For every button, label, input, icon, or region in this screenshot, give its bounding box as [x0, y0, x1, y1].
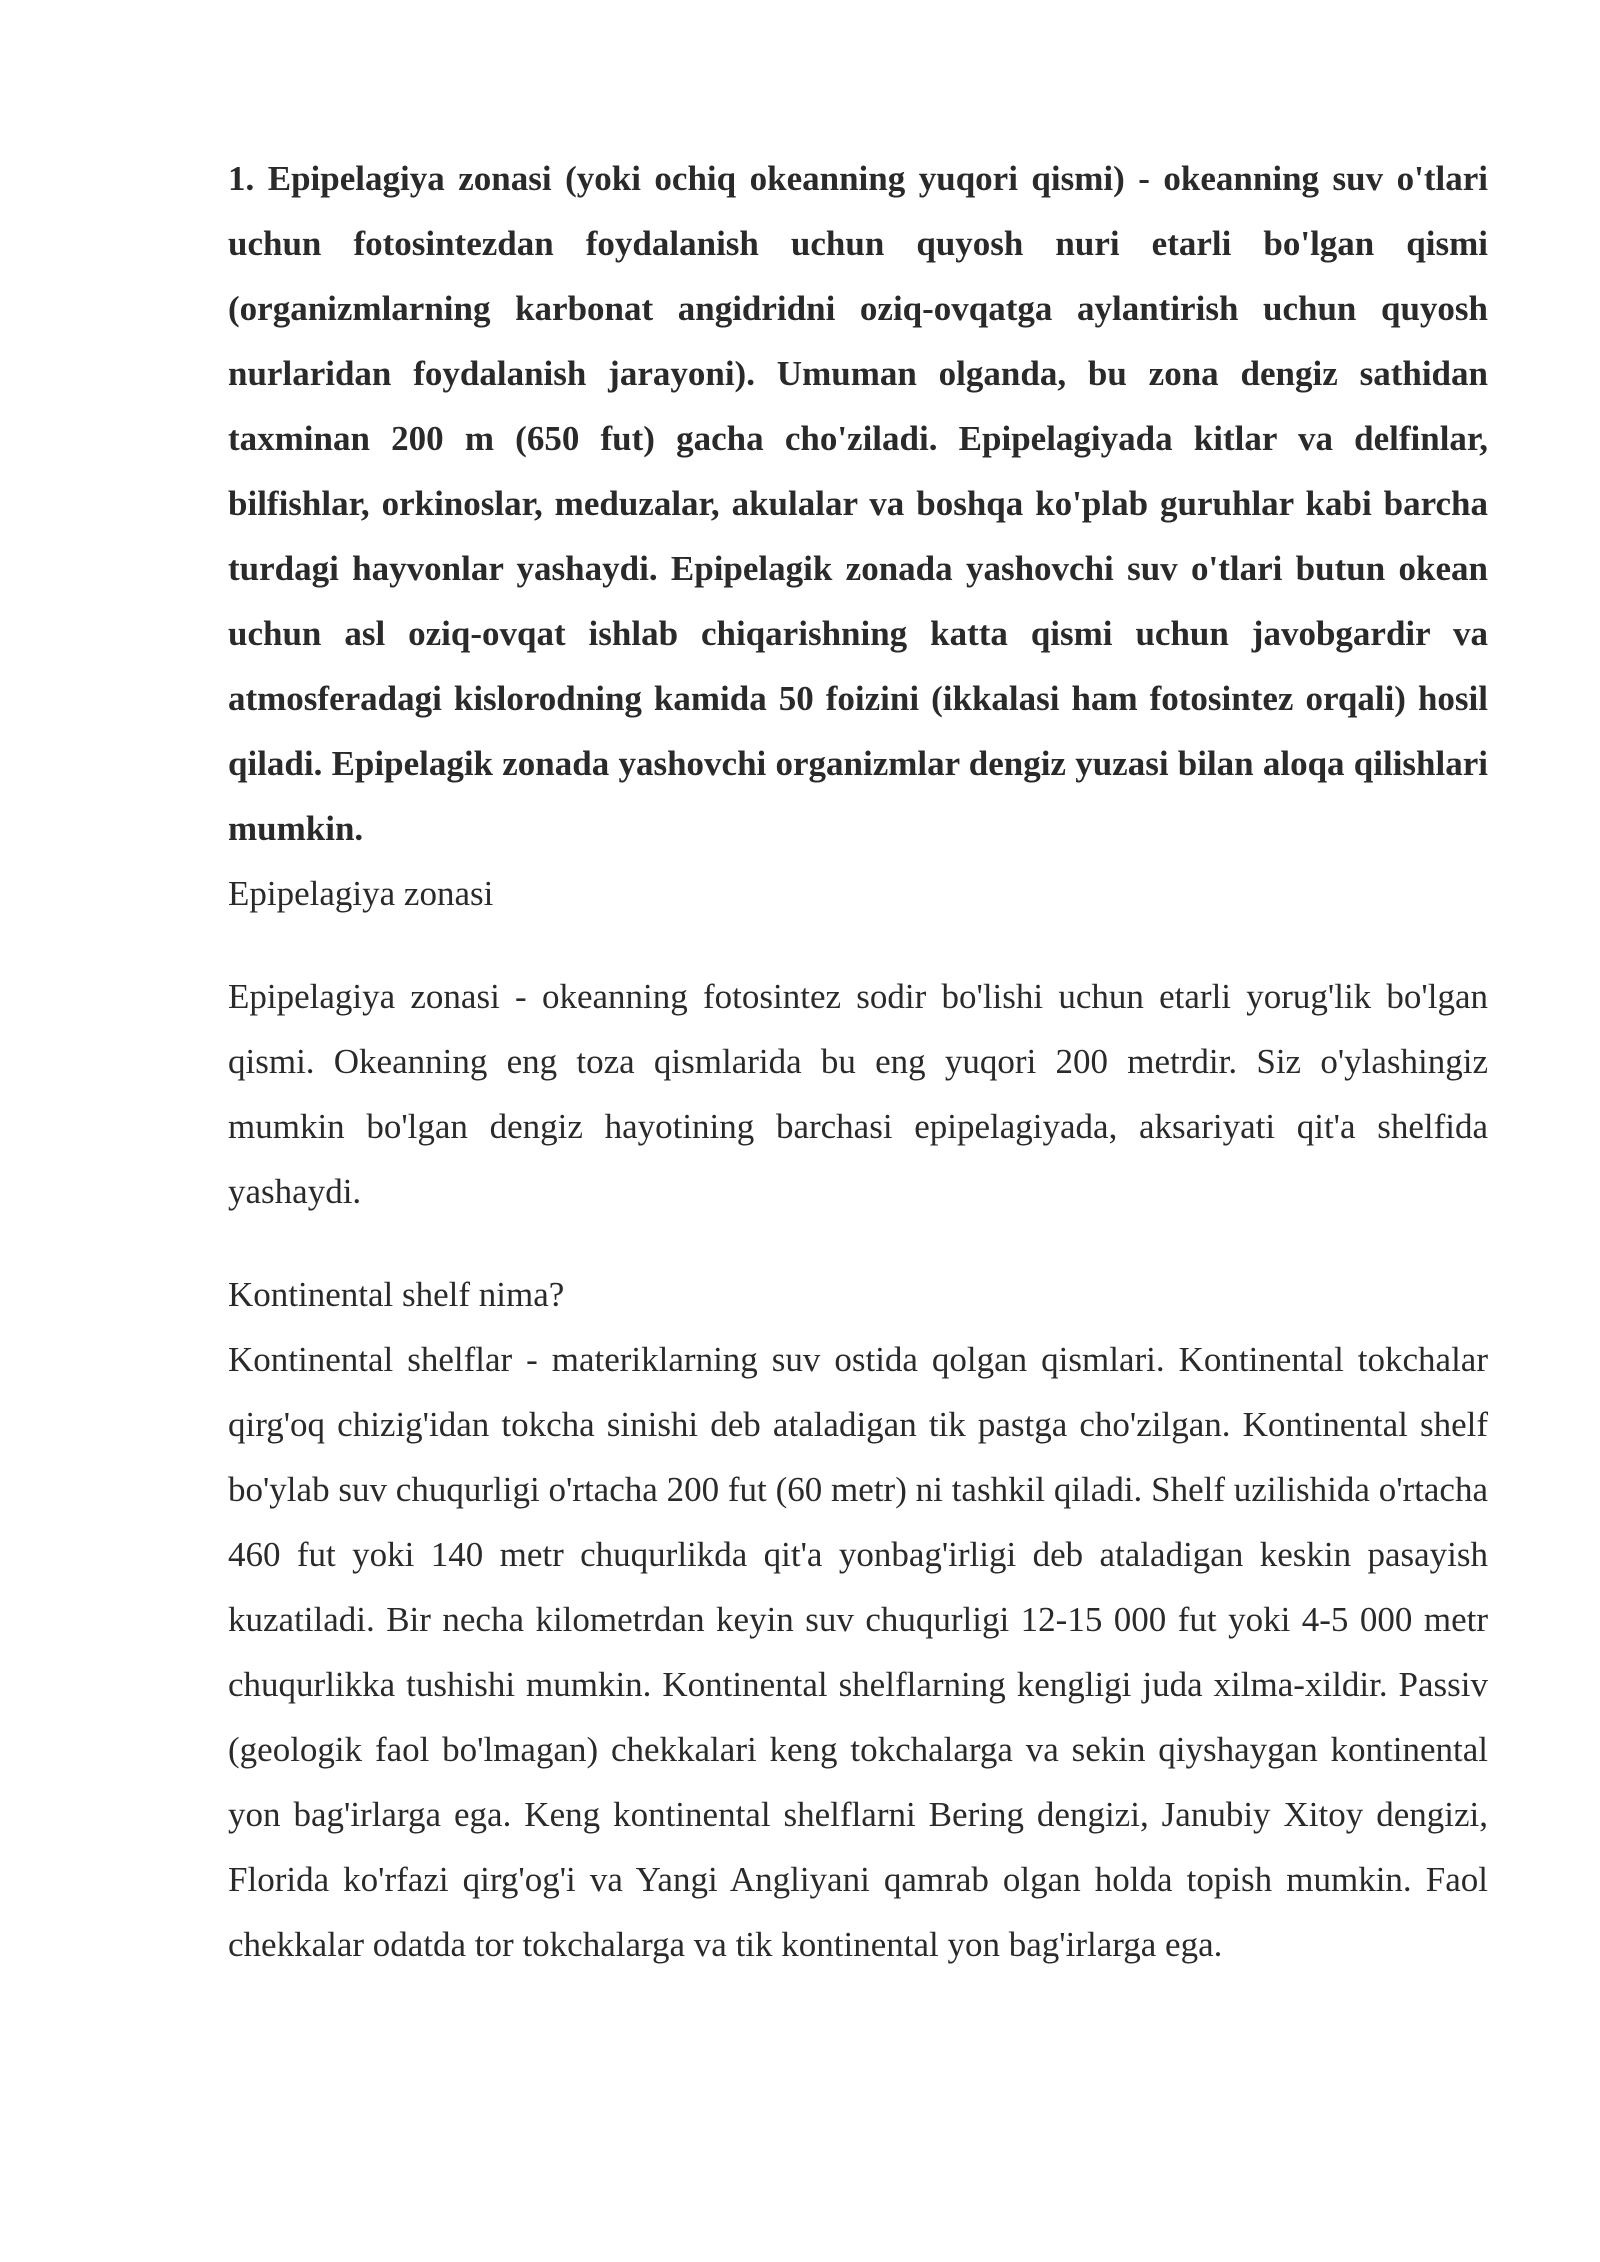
- paragraph-epipelagic-intro: 1. Epipelagiya zonasi (yoki ochiq okeanning yuqori qismi) - okeanning suv o'tlari uchun fotosintezdan foydalanish uchun quyosh nuri etarli bo'lgan qismi (organizmlarning karbonat angidridni oziq-ovqatga aylantirish uchun quyosh nurlaridan foydalanish jarayoni). Umuman olganda, bu zona dengiz sathidan taxminan 200 m (650 fut) gacha cho'ziladi. Epipelagiyada kitlar va delfinlar, bilfishlar, orkinoslar, meduzalar, akulalar va boshqa ko'plab guruhlar kabi barcha turdagi hayvonlar yashaydi. Epipelagik zonada yashovchi suv o'tlari butun okean uchun asl oziq-ovqat ishlab chiqarishning katta qismi uchun javobgardir va atmosferadagi kislorodning kamida 50 foizini (ikkalasi ham fotosintez orqali) hosil qiladi. Epipelagik zonada yashovchi organizmlar dengiz yuzasi bilan aloqa qilishlari mumkin.: [228, 159, 1488, 848]
- paragraph-continental-shelf: Kontinental shelflar - materiklarning suv ostida qolgan qismlari. Kontinental tokchalar qirg'oq chizig'idan tokcha sinishi deb ataladigan tik pastga cho'zilgan. Kontinental shelf bo'ylab suv chuqurligi o'rtacha 200 fut (60 metr) ni tashkil qiladi. Shelf uzilishida o'rtacha 460 fut yoki 140 metr chuqurlikda qit'a yonbag'irligi deb ataladigan keskin pasayish kuzatiladi. Bir necha kilometrdan keyin suv chuqurligi 12-15 000 fut yoki 4-5 000 metr chuqurlikka tushishi mumkin. Kontinental shelflarning kengligi juda xilma-xildir. Passiv (geologik faol bo'lmagan) chekkalari keng tokchalarga va sekin qiyshaygan kontinental yon bag'irlarga ega. Keng kontinental shelflarni Bering dengizi, Janubiy Xitoy dengizi, Florida ko'rfazi qirg'og'i va Yangi Angliyani qamrab olgan holda topish mumkin. Faol chekkalar odatda tor tokchalarga va tik kontinental yon bag'irlarga ega.: [228, 1340, 1488, 1964]
- paragraph-epipelagic-definition: Epipelagiya zonasi - okeanning fotosintez sodir bo'lishi uchun etarli yorug'lik bo'lgan qismi. Okeanning eng toza qismlarida bu eng yuqori 200 metrdir. Siz o'ylashingiz mumkin bo'lgan dengiz hayotining barchasi epipelagiyada, aksariyati qit'a shelfida yashaydi.: [228, 977, 1488, 1211]
- paragraph-epipelagic-label: Epipelagiya zonasi: [228, 874, 494, 913]
- document-page: [228, 146, 1488, 1977]
- section-heading-continental-shelf: Kontinental shelf nima?: [228, 1275, 565, 1314]
